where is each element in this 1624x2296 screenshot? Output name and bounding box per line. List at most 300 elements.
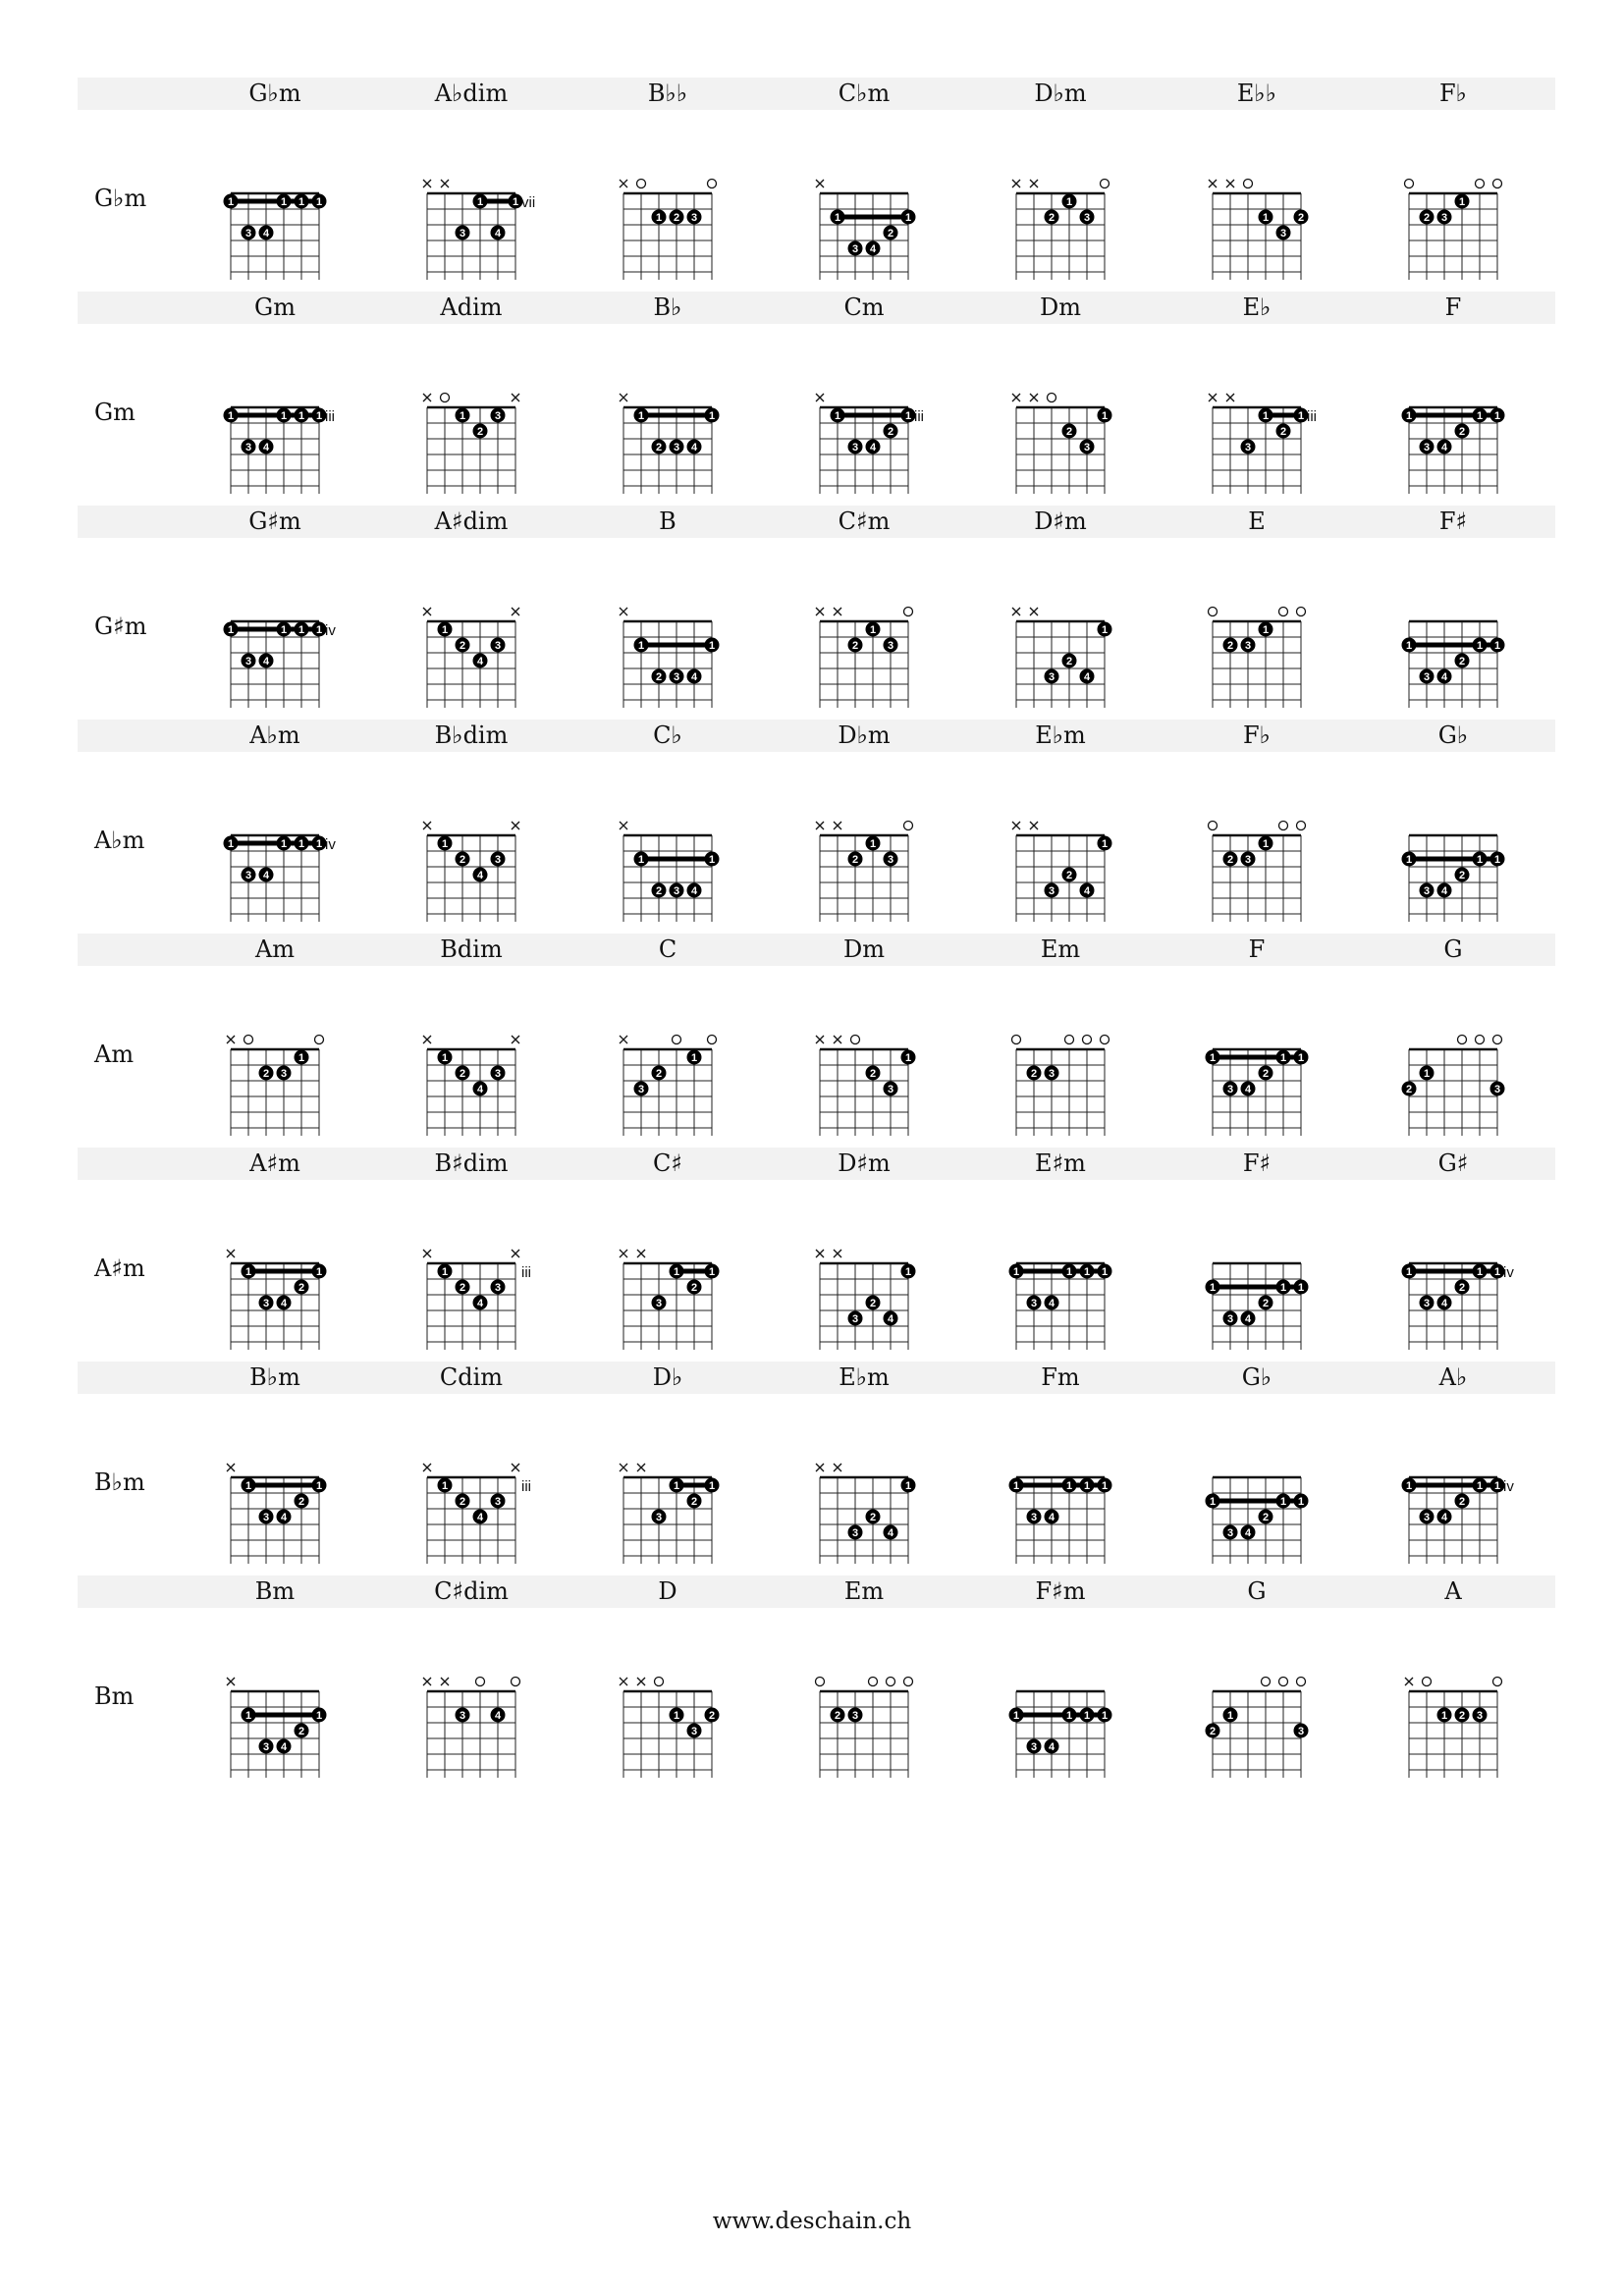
finger-number: 1 <box>1476 1480 1484 1492</box>
finger-number: 1 <box>834 212 841 224</box>
finger-number: 1 <box>708 410 716 422</box>
muted-string-icon <box>1226 394 1234 401</box>
finger-dot <box>1420 883 1435 898</box>
chord-name: F <box>1444 294 1462 321</box>
finger-dot <box>456 408 470 423</box>
open-string-icon <box>904 1678 913 1686</box>
finger-dot <box>259 1066 274 1081</box>
finger-dot <box>634 852 649 867</box>
finger-dot <box>1473 1478 1488 1493</box>
finger-number: 1 <box>441 1480 449 1492</box>
muted-string-icon <box>1012 180 1020 187</box>
muted-string-icon <box>227 1250 235 1257</box>
open-string-icon <box>1405 180 1414 188</box>
finger-number: 4 <box>1048 1512 1056 1523</box>
finger-dot <box>670 883 684 898</box>
finger-dot <box>1098 1478 1112 1493</box>
chord-name: Dm <box>1040 294 1081 321</box>
chord-name: B <box>659 507 677 535</box>
finger-dot <box>1420 1510 1435 1524</box>
finger-number: 4 <box>869 243 877 255</box>
finger-dot <box>491 1708 506 1723</box>
finger-number: 1 <box>1101 1710 1109 1722</box>
muted-string-icon <box>1209 180 1217 187</box>
finger-number: 1 <box>280 196 288 208</box>
chord-diagram <box>1389 1014 1537 1151</box>
open-string-icon <box>1297 822 1306 830</box>
finger-dot <box>242 226 256 240</box>
finger-dot <box>1402 852 1417 867</box>
finger-number: 4 <box>1440 1512 1448 1523</box>
finger-number: 3 <box>851 243 859 255</box>
finger-dot <box>848 1311 863 1326</box>
finger-number: 4 <box>476 1084 484 1095</box>
finger-dot <box>1276 1280 1291 1295</box>
finger-dot <box>687 1724 702 1738</box>
finger-dot <box>1294 1280 1309 1295</box>
finger-number: 3 <box>655 1512 663 1523</box>
finger-dot <box>312 194 327 209</box>
finger-number: 4 <box>887 1527 894 1539</box>
finger-number: 1 <box>1065 1710 1073 1722</box>
chord-name: C♭m <box>838 80 891 107</box>
finger-dot <box>1276 226 1291 240</box>
finger-number: 1 <box>280 410 288 422</box>
finger-dot <box>687 883 702 898</box>
open-string-icon <box>1493 1678 1502 1686</box>
open-string-icon <box>887 1678 895 1686</box>
finger-number: 3 <box>1279 228 1287 240</box>
finger-number: 1 <box>904 212 912 224</box>
finger-number: 3 <box>1083 442 1091 454</box>
finger-number: 1 <box>1101 624 1109 636</box>
open-string-icon <box>476 1678 485 1686</box>
finger-number: 1 <box>904 1480 912 1492</box>
finger-dot <box>456 1708 470 1723</box>
finger-dot <box>687 1280 702 1295</box>
finger-number: 2 <box>851 854 859 866</box>
chord-diagram <box>604 800 751 937</box>
finger-number: 3 <box>851 442 859 454</box>
muted-string-icon <box>620 1250 627 1257</box>
chord-name: D♯m <box>838 1149 891 1177</box>
finger-dot <box>652 210 667 225</box>
finger-dot <box>848 241 863 256</box>
finger-dot <box>884 226 898 240</box>
chord-name: G♯ <box>1437 1149 1469 1177</box>
open-string-icon <box>1209 822 1218 830</box>
finger-dot <box>901 1478 916 1493</box>
chord-name: F <box>1248 935 1266 963</box>
chord-name: Cm <box>843 294 885 321</box>
chord-diagram <box>1389 800 1537 937</box>
finger-number: 1 <box>1405 854 1413 866</box>
finger-number: 3 <box>494 854 502 866</box>
finger-number: 3 <box>459 1710 466 1722</box>
finger-number: 3 <box>262 1298 270 1309</box>
finger-number: 2 <box>459 1068 466 1080</box>
chord-name: F♯m <box>1035 1577 1086 1605</box>
finger-number: 2 <box>459 854 466 866</box>
finger-number: 3 <box>1440 212 1448 224</box>
finger-dot <box>831 408 845 423</box>
muted-string-icon <box>816 1036 824 1043</box>
finger-number: 2 <box>1279 426 1287 438</box>
finger-number: 4 <box>887 1313 894 1325</box>
finger-number: 1 <box>298 1052 305 1064</box>
finger-number: 2 <box>459 1496 466 1508</box>
chord-diagram <box>1389 1228 1537 1365</box>
muted-string-icon <box>423 1464 431 1471</box>
finger-number: 1 <box>244 1266 252 1278</box>
finger-dot <box>848 1708 863 1723</box>
muted-string-icon <box>620 394 627 401</box>
finger-number: 1 <box>1262 624 1270 636</box>
row-label: Bm <box>94 1682 135 1710</box>
chord-name: D♯m <box>1034 507 1087 535</box>
finger-number: 3 <box>262 1512 270 1523</box>
finger-number: 1 <box>673 1266 680 1278</box>
finger-dot <box>1455 194 1470 209</box>
chord-name: B♭ <box>653 294 682 321</box>
chord-diagram <box>407 1228 555 1365</box>
open-string-icon <box>655 1678 664 1686</box>
finger-dot <box>456 852 470 867</box>
finger-number: 4 <box>1083 885 1091 897</box>
finger-number: 3 <box>280 1068 288 1080</box>
finger-number: 1 <box>476 196 484 208</box>
open-string-icon <box>869 1678 878 1686</box>
finger-dot <box>259 226 274 240</box>
chord-name: B♯dim <box>434 1149 509 1177</box>
open-string-icon <box>1101 180 1110 188</box>
finger-number: 1 <box>1262 212 1270 224</box>
finger-dot <box>1455 424 1470 439</box>
finger-dot <box>438 1478 453 1493</box>
muted-string-icon <box>816 394 824 401</box>
finger-dot <box>670 1478 684 1493</box>
chord-name: G♭ <box>1241 1363 1272 1391</box>
finger-dot <box>1045 210 1059 225</box>
finger-dot <box>473 424 488 439</box>
finger-number: 2 <box>1458 1710 1466 1722</box>
finger-number: 3 <box>851 1710 859 1722</box>
finger-dot <box>866 1510 881 1524</box>
chord-diagram <box>800 1442 947 1579</box>
finger-dot <box>1098 1708 1112 1723</box>
open-string-icon <box>1279 608 1288 616</box>
finger-number: 3 <box>494 1282 502 1294</box>
finger-number: 2 <box>655 671 663 683</box>
chord-diagram <box>407 1656 555 1793</box>
finger-number: 1 <box>1493 1266 1501 1278</box>
finger-dot <box>1473 1264 1488 1279</box>
open-string-icon <box>1244 180 1253 188</box>
finger-number: 2 <box>1065 656 1073 667</box>
finger-dot <box>1455 1280 1470 1295</box>
finger-number: 3 <box>1423 442 1431 454</box>
finger-number: 4 <box>1048 1741 1056 1753</box>
chord-name: G♭ <box>1437 721 1469 749</box>
finger-dot <box>1402 1082 1417 1096</box>
finger-dot <box>687 210 702 225</box>
finger-number: 3 <box>673 442 680 454</box>
finger-dot <box>1223 1708 1238 1723</box>
chord-diagram <box>800 158 947 295</box>
finger-dot <box>1062 1708 1077 1723</box>
chord-name: G <box>1247 1577 1267 1605</box>
finger-dot <box>1420 669 1435 684</box>
finger-number: 1 <box>1012 1266 1020 1278</box>
finger-dot <box>242 654 256 668</box>
chord-diagram <box>211 586 358 723</box>
chord-name: Em <box>843 1577 885 1605</box>
fret-position-label: iii <box>521 1478 531 1495</box>
chord-diagram <box>1389 372 1537 509</box>
chord-diagram <box>1389 1442 1537 1579</box>
finger-number: 3 <box>690 1726 698 1737</box>
finger-number: 1 <box>1012 1710 1020 1722</box>
finger-dot <box>831 210 845 225</box>
chord-name: Fm <box>1041 1363 1080 1391</box>
chord-diagram <box>211 1014 358 1151</box>
finger-number: 3 <box>673 885 680 897</box>
finger-number: 4 <box>262 870 270 881</box>
open-string-icon <box>1458 1036 1467 1044</box>
finger-dot <box>1241 1311 1256 1326</box>
finger-dot <box>884 1082 898 1096</box>
muted-string-icon <box>816 608 824 615</box>
footer-url: www.deschain.ch <box>712 2209 912 2234</box>
finger-dot <box>705 1708 720 1723</box>
finger-dot <box>670 210 684 225</box>
finger-dot <box>456 1280 470 1295</box>
finger-number: 3 <box>494 1496 502 1508</box>
fret-position-label: iv <box>325 836 336 853</box>
finger-dot <box>1223 1525 1238 1540</box>
finger-dot <box>1009 1708 1024 1723</box>
chord-diagram <box>1193 1014 1340 1151</box>
open-string-icon <box>1493 1036 1502 1044</box>
muted-string-icon <box>834 822 841 829</box>
finger-dot <box>1437 1510 1452 1524</box>
finger-dot <box>312 1708 327 1723</box>
finger-number: 2 <box>1262 1068 1270 1080</box>
finger-dot <box>1080 1708 1095 1723</box>
finger-dot <box>1080 883 1095 898</box>
finger-dot <box>866 1066 881 1081</box>
finger-number: 2 <box>1458 1282 1466 1294</box>
finger-dot <box>1062 424 1077 439</box>
finger-dot <box>1420 210 1435 225</box>
finger-dot <box>224 836 239 851</box>
finger-dot <box>848 638 863 653</box>
open-string-icon <box>1476 180 1485 188</box>
finger-dot <box>277 622 292 637</box>
finger-number: 3 <box>655 1298 663 1309</box>
finger-number: 1 <box>1226 1710 1234 1722</box>
finger-dot <box>1062 194 1077 209</box>
finger-number: 2 <box>1423 212 1431 224</box>
finger-number: 1 <box>227 196 235 208</box>
finger-dot <box>1473 852 1488 867</box>
chord-name: C♯ <box>653 1149 682 1177</box>
muted-string-icon <box>620 608 627 615</box>
finger-dot <box>295 408 309 423</box>
finger-dot <box>884 1311 898 1326</box>
chord-name: Am <box>254 935 296 963</box>
finger-dot <box>473 194 488 209</box>
chord-name: B♭m <box>249 1363 300 1391</box>
chord-name: Em <box>1040 935 1081 963</box>
finger-dot <box>705 1264 720 1279</box>
muted-string-icon <box>423 822 431 829</box>
finger-dot <box>866 241 881 256</box>
finger-dot <box>1420 440 1435 454</box>
finger-dot <box>259 1296 274 1310</box>
finger-dot <box>1490 408 1505 423</box>
finger-dot <box>242 1264 256 1279</box>
finger-dot <box>901 210 916 225</box>
chord-diagram <box>407 158 555 295</box>
open-string-icon <box>673 1036 681 1044</box>
finger-number: 4 <box>1440 885 1448 897</box>
finger-dot <box>1045 1296 1059 1310</box>
finger-dot <box>634 1082 649 1096</box>
open-string-icon <box>1101 1036 1110 1044</box>
chord-name: E♭♭ <box>1236 80 1277 107</box>
finger-dot <box>652 1066 667 1081</box>
finger-dot <box>1241 638 1256 653</box>
chord-diagram <box>211 1228 358 1365</box>
muted-string-icon <box>441 180 449 187</box>
finger-number: 4 <box>262 442 270 454</box>
finger-number: 3 <box>1048 671 1056 683</box>
chord-name: D♭m <box>838 721 891 749</box>
chord-diagram <box>604 1656 751 1793</box>
finger-number: 1 <box>441 1052 449 1064</box>
finger-dot <box>295 1494 309 1509</box>
finger-number: 1 <box>1209 1282 1217 1294</box>
finger-dot <box>242 1478 256 1493</box>
finger-dot <box>438 1264 453 1279</box>
finger-dot <box>1098 622 1112 637</box>
finger-number: 3 <box>1048 885 1056 897</box>
finger-number: 4 <box>476 1512 484 1523</box>
chord-diagram <box>997 1014 1144 1151</box>
open-string-icon <box>1423 1678 1432 1686</box>
finger-dot <box>687 440 702 454</box>
finger-dot <box>670 1264 684 1279</box>
finger-number: 2 <box>262 1068 270 1080</box>
finger-dot <box>456 1066 470 1081</box>
finger-dot <box>1473 638 1488 653</box>
finger-dot <box>1402 1478 1417 1493</box>
finger-dot <box>1276 424 1291 439</box>
open-string-icon <box>1083 1036 1092 1044</box>
finger-dot <box>312 1478 327 1493</box>
finger-number: 1 <box>869 838 877 850</box>
open-string-icon <box>1012 1036 1021 1044</box>
finger-number: 2 <box>1297 212 1305 224</box>
chord-diagram <box>407 1442 555 1579</box>
finger-number: 1 <box>315 838 323 850</box>
finger-dot <box>1223 1082 1238 1096</box>
finger-number: 1 <box>1493 640 1501 652</box>
finger-number: 1 <box>1405 1266 1413 1278</box>
finger-dot <box>1045 669 1059 684</box>
finger-dot <box>1455 868 1470 882</box>
finger-number: 3 <box>887 640 894 652</box>
finger-dot <box>1098 1264 1112 1279</box>
finger-dot <box>1009 1478 1024 1493</box>
finger-number: 4 <box>1440 442 1448 454</box>
chord-diagram <box>997 800 1144 937</box>
muted-string-icon <box>423 394 431 401</box>
chord-diagram <box>604 1014 751 1151</box>
muted-string-icon <box>1030 822 1038 829</box>
finger-dot <box>438 1050 453 1065</box>
finger-number: 2 <box>1458 426 1466 438</box>
finger-number: 1 <box>708 1480 716 1492</box>
finger-dot <box>277 1510 292 1524</box>
chord-diagram <box>800 800 947 937</box>
finger-number: 4 <box>476 1298 484 1309</box>
finger-number: 3 <box>1030 1512 1038 1523</box>
finger-number: 2 <box>459 1282 466 1294</box>
finger-dot <box>277 1066 292 1081</box>
finger-dot <box>1259 1510 1273 1524</box>
finger-number: 3 <box>673 671 680 683</box>
chord-diagram <box>1193 1656 1340 1793</box>
finger-number: 3 <box>1083 212 1091 224</box>
chord-name: A♯dim <box>434 507 509 535</box>
chord-name: F♯ <box>1438 507 1468 535</box>
finger-dot <box>1437 669 1452 684</box>
finger-dot <box>1241 1082 1256 1096</box>
chord-name: F♯ <box>1242 1149 1272 1177</box>
finger-dot <box>705 852 720 867</box>
chord-diagram <box>1193 586 1340 723</box>
finger-number: 4 <box>262 228 270 240</box>
chord-name: A♯m <box>249 1149 300 1177</box>
muted-string-icon <box>1209 394 1217 401</box>
chord-diagram <box>211 1442 358 1579</box>
finger-dot <box>1062 1264 1077 1279</box>
finger-number: 3 <box>887 1084 894 1095</box>
open-string-icon <box>637 180 646 188</box>
chord-name: E <box>1248 507 1266 535</box>
muted-string-icon <box>1030 608 1038 615</box>
finger-number: 1 <box>1083 1266 1091 1278</box>
finger-dot <box>491 1280 506 1295</box>
chord-name: F♭ <box>1243 721 1271 749</box>
muted-string-icon <box>816 1464 824 1471</box>
finger-number: 2 <box>869 1512 877 1523</box>
finger-number: 1 <box>708 854 716 866</box>
finger-number: 1 <box>315 196 323 208</box>
finger-dot <box>1490 1082 1505 1096</box>
muted-string-icon <box>512 394 519 401</box>
finger-dot <box>295 622 309 637</box>
finger-number: 1 <box>637 410 645 422</box>
finger-number: 4 <box>280 1298 288 1309</box>
finger-number: 2 <box>673 212 680 224</box>
chord-diagram <box>407 800 555 937</box>
finger-number: 2 <box>1262 1512 1270 1523</box>
chord-name: E♭ <box>1242 294 1272 321</box>
finger-number: 1 <box>280 624 288 636</box>
